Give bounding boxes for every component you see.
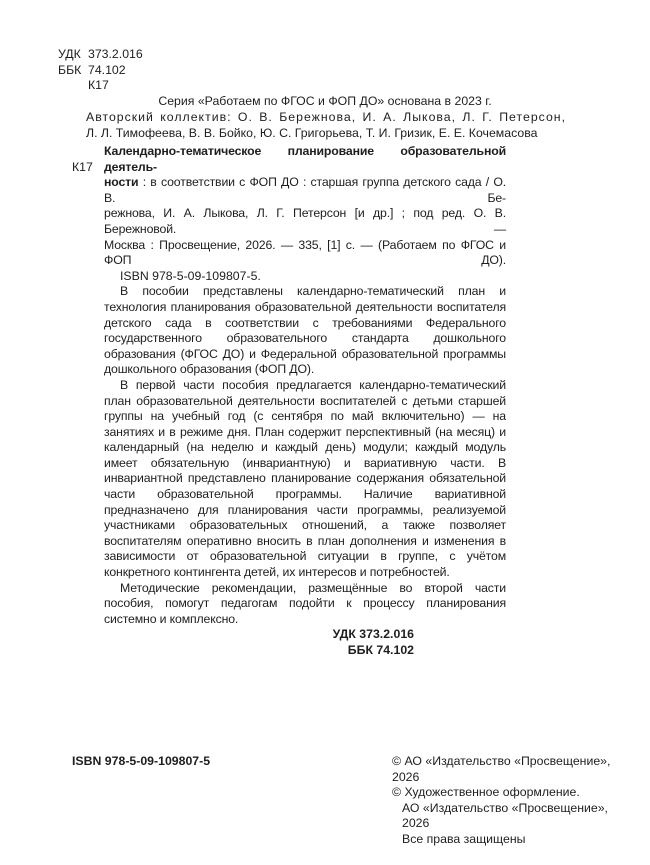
rights-reserved: Все права защищены [402,831,526,846]
annotation-paragraph-2: В первой части пособия предлагается календарно-тематический план образовательной деятельности воспитателей с детьми старшей группы на учебный год (с сентября по май включительно) — на занятиях и в режиме дня. План содержит перспективный (на месяц) и календарный (на неделю и каждый день) модули; каждый модуль имеет обязательную (инвариантную) и вариативную части. В инвариантной представлено планирование содержания обязательной части образовательной программы. Наличие вариативной предназначено для планирования части программы, реализуемой участниками образовательных отношений, а также позволяет воспитателям оперативно вносить в план дополнения и изменения в зависимости от образовательной ситуации в группе, с учётом конкретного контингента детей, их интересов и потребностей. [104,377,506,580]
bbk-value: 74.102 [88,62,126,77]
udk-value: 373.2.016 [88,47,143,61]
copyright-design: © Художественное оформление. [392,785,580,800]
entry-isbn: ISBN 978-5-09-109807-5. [120,268,261,283]
series-line: Серия «Работаем по ФГОС и ФОП ДО» основана в 2023 г. [158,94,492,108]
authors-line-2: Л. Л. Тимофеева, В. В. Бойко, Ю. С. Григорьева, Т. И. Гризик, Е. Е. Кочемасова [86,125,538,140]
copyright-block [392,754,614,848]
entry-title-end: ности [104,175,139,190]
author-sign: К17 [88,78,109,93]
authors-block [86,110,566,141]
entry-subtitle: : в соответствии с ФОП ДО : старшая группа детского сада / О. В. Бе- [104,175,506,205]
copyright-design-owner: АО «Издательство «Просвещение», 2026 [402,800,608,831]
entry-line-3: режнова, И. А. Лыкова, Л. Г. Петерсон [и др.] ; под ред. О. В. Бережновой. — [104,206,506,236]
copyright-publisher: © АО «Издательство «Просвещение», 2026 [392,754,611,784]
bbk-row [58,63,143,79]
classification-codes [58,47,143,94]
entry-line-4: Москва : Просвещение, 2026. — 335, [1] с. — (Работаем по ФГОС и ФОП ДО). [104,237,506,268]
footer-isbn: ISBN 978-5-09-109807-5 [72,754,211,768]
annotation-paragraph-1: В пособии представлены календарно-тематический план и технология планирования образовательной деятельности воспитателя детского сада в соответствии с требованиями Федерального государственного образовательного стандарта дошкольного образования (ФГОС ДО) и Федеральной образовательной программы дошкольного образования (ФОП ДО). [104,284,506,377]
authors-line-1: Авторский коллектив: О. В. Бережнова, И. А. Лыкова, Л. Г. Петерсон, [86,110,566,124]
bbk-label: ББК [58,62,82,77]
entry-udk: УДК 373.2.016 [332,627,414,642]
udk-label: УДК [58,47,81,61]
udk-row [58,47,143,63]
entry-title-line-1: Календарно-тематическое планирование образовательной деятель- [104,144,506,174]
annotation-paragraph-3: Методические рекомендации, размещённые во второй части пособия, помогут педагогам подойти к процессу планирования системно и комплексно. [104,580,506,626]
bibliographic-entry [104,144,506,659]
entry-bbk: ББК 74.102 [347,643,414,657]
entry-title-line-2 [104,175,506,206]
entry-author-sign: К17 [72,160,93,174]
